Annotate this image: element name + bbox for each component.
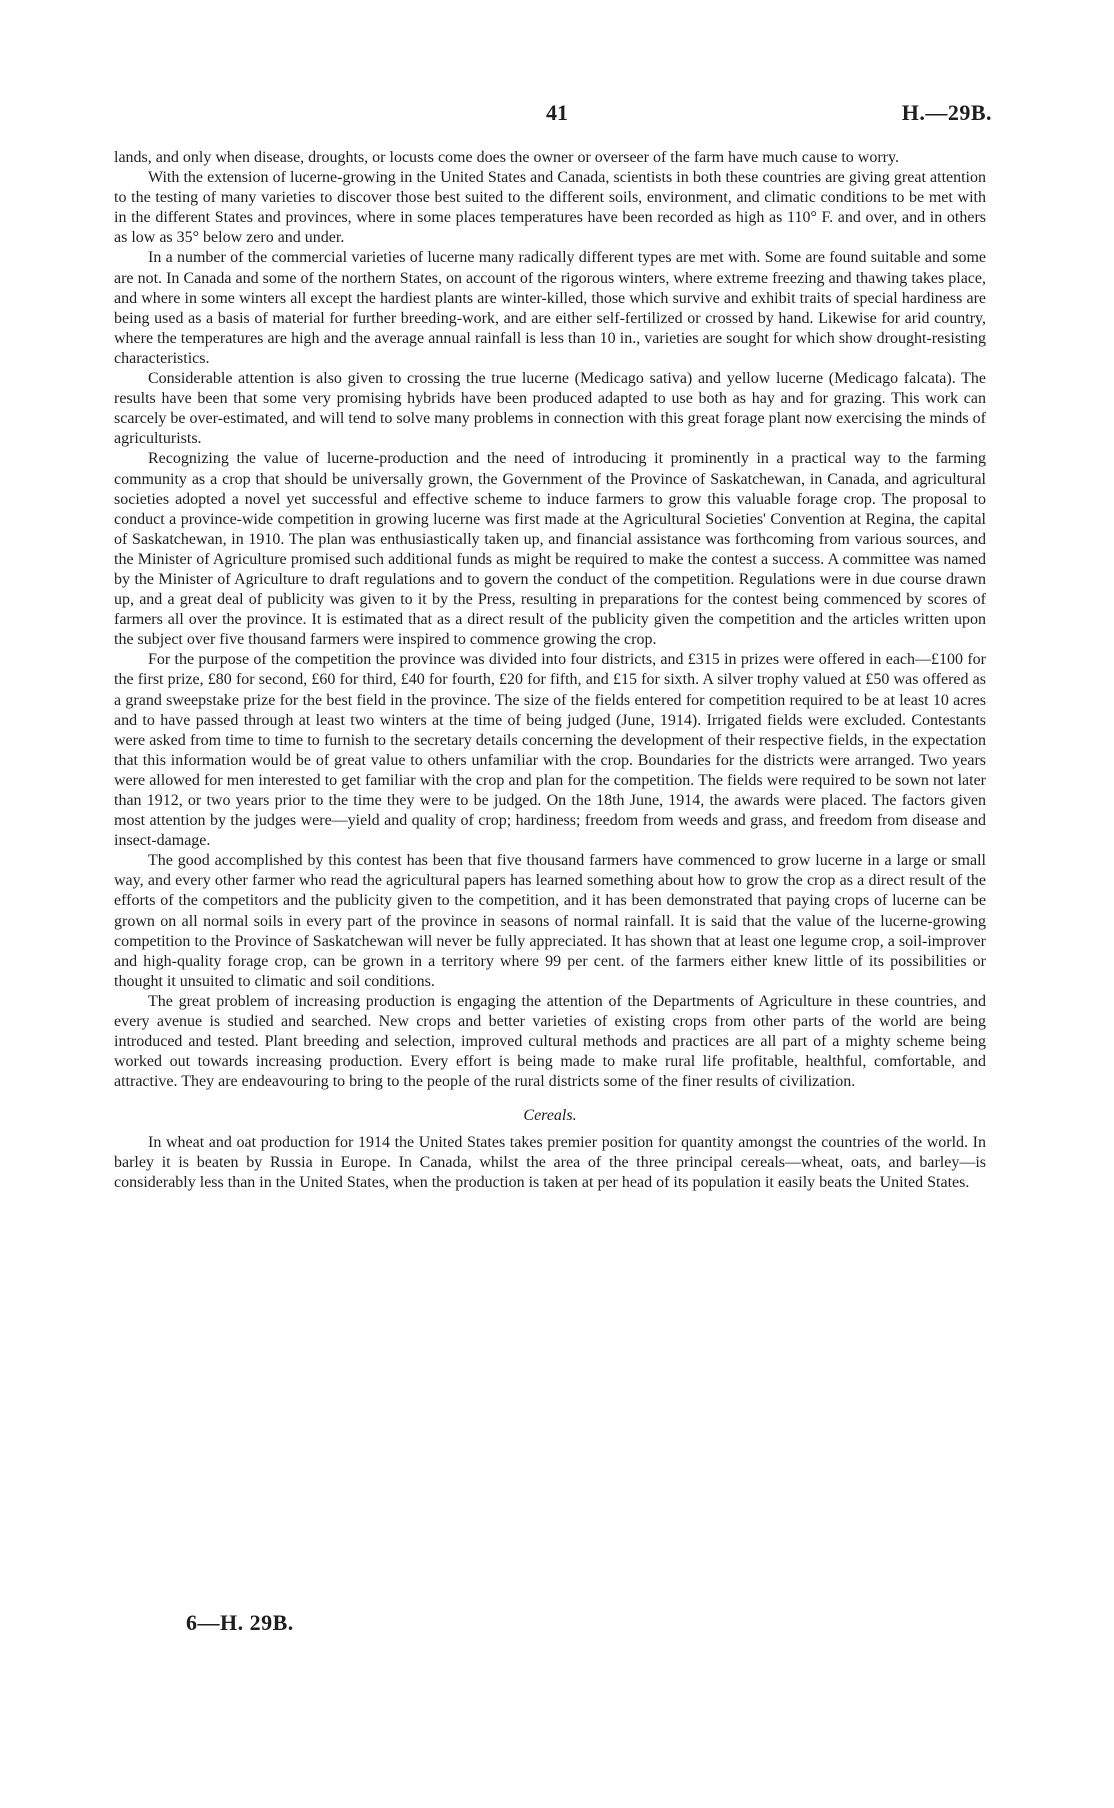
paragraph-increasing-production: The great problem of increasing production is engaging the attention of the Departments of Agriculture in these countries, and every avenue is studied and searched. New crops and better varieties of existing crops from other parts of the world are being introduced and tested. Plant breeding and selection, improved cultural methods and practices are all part of a mighty scheme being worked out towards increasing production. Every effort is being made to make rural life profitable, healthful, comfortable, and attractive. They are endeavouring to bring to the people of the rural districts some of the finer results of civilization.	[114, 992, 986, 1091]
paragraph-continuation: lands, and only when disease, droughts, or locusts come does the owner or overseer of the farm have much cause to worry.	[114, 149, 899, 166]
paragraph-lucerne-testing: With the extension of lucerne-growing in the United States and Canada, scientists in both these countries are giving great attention to the testing of many varieties to discover those best suited to the different soils, environment, and climatic conditions to be met with in the different States and provinces, where in some places temperatures have been recorded as high as 110° F. and over, and in others as low as 35° below zero and under.	[114, 169, 986, 247]
paragraph-commercial-varieties: In a number of the commercial varieties of lucerne many radically different types are met with. Some are found suitable and some are not. In Canada and some of the northern States, on account of the rigorous winters, where extreme freezing and thawing takes place, and where in some winters all except the hardiest plants are winter-killed, those which survive and exhibit traits of special hardiness are being used as a basis of material for further breeding-work, and are either self-fertilized or crossed by hand. Likewise for arid country, where the temperatures are high and the average annual rainfall is less than 10 in., varieties are sought for which show drought-resisting characteristics.	[114, 249, 986, 367]
page-number: 41	[546, 100, 568, 125]
paragraph-cereals: In wheat and oat production for 1914 the United States takes premier position for quantity amongst the countries of the world. In barley it is beaten by Russia in Europe. In Canada, whilst the area of the three principal cereals—wheat, oats, and barley—is considerably less than in the United States, when the production is taken at per head of its population it easily beats the United States.	[114, 1133, 986, 1191]
paragraph-crossing: Considerable attention is also given to crossing the true lucerne (Medicago sativa) and yellow lucerne (Medicago falcata). The results have been that some very promising hybrids have been produced adapted to use both as hay and for grazing. This work can scarcely be over-estimated, and will tend to solve many problems in connection with this great forage plant now exercising the minds of agriculturists.	[114, 370, 986, 448]
document-reference: H.—29B.	[901, 100, 992, 125]
paragraph-contest-results: The good accomplished by this contest has been that five thousand farmers have commenced to grow lucerne in a large or small way, and every other farmer who read the agricultural papers has learned something about how to grow the crop as a direct result of the efforts of the competitors and the publicity given to the competition, and it has been demonstrated that paying crops of lucerne can be grown on all normal soils in every part of the province in seasons of normal rainfall. It is said that the value of the lucerne-growing competition to the Province of Saskatchewan will never be fully appreciated. It has shown that at least one legume crop, a soil-improver and high-quality forage crop, can be grown in a territory where 99 per cent. of the farmers either knew little of its possibilities or thought it unsuited to climatic and soil conditions.	[114, 852, 986, 990]
body-text	[114, 148, 986, 1193]
paragraph-saskatchewan-scheme: Recognizing the value of lucerne-production and the need of introducing it prominently in a practical way to the farming community as a crop that should be universally grown, the Government of the Province of Saskatchewan, in Canada, and agricultural societies adopted a novel yet successful and effective scheme to induce farmers to grow this valuable forage crop. The proposal to conduct a province-wide competition in growing lucerne was first made at the Agricultural Societies' Convention at Regina, the capital of Saskatchewan, in 1910. The plan was enthusiastically taken up, and financial assistance was forthcoming from various sources, and the Minister of Agriculture promised such additional funds as might be required to make the contest a success. A committee was named by the Minister of Agriculture to draft regulations and to govern the conduct of the competition. Regulations were in due course drawn up, and a great deal of publicity was given to it by the Press, resulting in preparations for the contest being commenced by scores of farmers all over the province. It is estimated that as a direct result of the publicity given the competition and the articles written upon the subject over five thousand farmers were inspired to commence growing the crop.	[114, 450, 986, 649]
section-heading-cereals: Cereals.	[523, 1107, 577, 1125]
sheet-reference: 6—H. 29B.	[186, 1610, 294, 1635]
paragraph-competition-rules: For the purpose of the competition the province was divided into four districts, and £315 in prizes were offered in each—£100 for the first prize, £80 for second, £60 for third, £40 for fourth, £20 for fifth, and £15 for sixth. A silver trophy valued at £50 was offered as a grand sweepstake prize for the best field in the province. The size of the fields entered for competition required to be at least 10 acres and to have passed through at least two winters at the time of being judged (June, 1914). Irrigated fields were excluded. Contestants were asked from time to time to furnish to the secretary details concerning the development of their respective fields, in the expectation that this information would be of great value to others unfamiliar with the crop. Boundaries for the districts were arranged. Two years were allowed for men interested to get familiar with the crop and plan for the competition. The fields were required to be sown not later than 1912, or two years prior to the time they were to be judged. On the 18th June, 1914, the awards were placed. The factors given most attention by the judges were—yield and quality of crop; hardiness; freedom from weeds and grass, and freedom from disease and insect-damage.	[114, 651, 986, 850]
